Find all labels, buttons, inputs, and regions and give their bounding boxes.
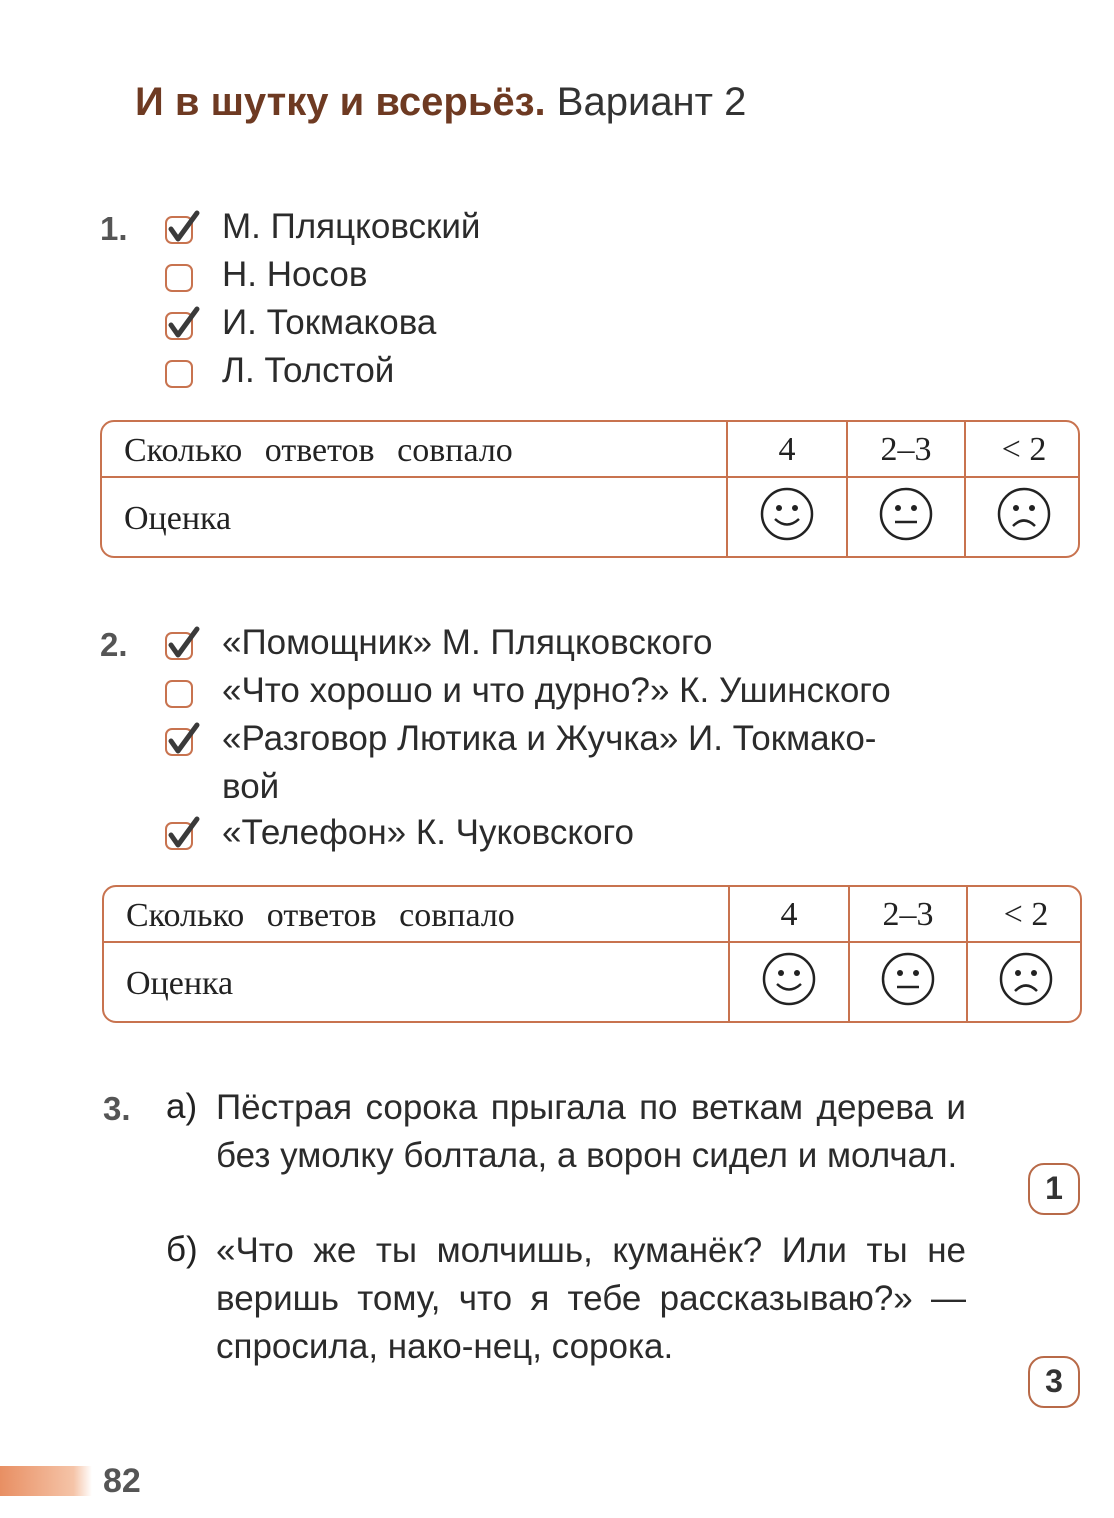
q1-option-1: М. Пляцковский bbox=[222, 207, 481, 246]
question-1-number: 1. bbox=[100, 210, 128, 247]
q1-checkbox-1[interactable] bbox=[165, 216, 193, 244]
score-table-2 bbox=[102, 885, 1082, 1023]
q3-part-a-label: а) bbox=[166, 1087, 198, 1126]
page-number: 82 bbox=[103, 1462, 141, 1500]
q2-checkbox-1[interactable] bbox=[165, 632, 193, 660]
question-3-number: 3. bbox=[103, 1090, 131, 1127]
checkmark-icon bbox=[165, 815, 201, 851]
sad-face-icon[interactable] bbox=[966, 486, 1082, 547]
q1-checkbox-3[interactable] bbox=[165, 312, 193, 340]
q2-checkbox-3[interactable] bbox=[165, 728, 193, 756]
checkmark-icon bbox=[165, 305, 201, 341]
q1-checkbox-4[interactable] bbox=[165, 360, 193, 388]
score-table-1 bbox=[100, 420, 1080, 558]
table1-matches-label: Сколько ответов совпало bbox=[124, 432, 513, 469]
neutral-face-icon[interactable] bbox=[848, 486, 964, 547]
table1-col-4: 4 bbox=[778, 431, 796, 468]
table2-matches-label: Сколько ответов совпало bbox=[126, 897, 515, 934]
q2-option-2: «Что хорошо и что дурно?» К. Ушинского bbox=[222, 671, 891, 710]
sad-face-icon[interactable] bbox=[968, 951, 1084, 1012]
table1-grade-label: Оценка bbox=[124, 500, 232, 537]
q3-part-a-text: Пёстрая сорока прыгала по веткам дерева и без умолку болтала, а ворон сидел и молчал. bbox=[216, 1088, 966, 1175]
q1-option-2: Н. Носов bbox=[222, 255, 368, 294]
q2-option-1: «Помощник» М. Пляцковского bbox=[222, 623, 713, 662]
q2-option-3-continuation: вой bbox=[222, 767, 280, 806]
q3-part-b-label: б) bbox=[166, 1230, 198, 1269]
title-bold: И в шутку и всерьёз. bbox=[135, 80, 546, 124]
table1-col-2-3: 2–3 bbox=[880, 431, 932, 468]
q2-option-4: «Телефон» К. Чуковского bbox=[222, 813, 635, 852]
table2-col-4: 4 bbox=[780, 896, 798, 933]
title-variant: Вариант 2 bbox=[556, 80, 747, 124]
q1-option-4: Л. Толстой bbox=[222, 351, 395, 390]
checkmark-icon bbox=[165, 625, 201, 661]
page-number-bar bbox=[0, 1466, 92, 1496]
question-2-number: 2. bbox=[100, 626, 128, 663]
q2-checkbox-4[interactable] bbox=[165, 822, 193, 850]
q1-checkbox-2[interactable] bbox=[165, 264, 193, 292]
q3-part-b-answer-badge: 3 bbox=[1028, 1356, 1080, 1408]
smile-icon[interactable] bbox=[731, 951, 847, 1012]
table2-col-less-2: < 2 bbox=[1003, 896, 1049, 933]
q3-part-a-answer-badge: 1 bbox=[1028, 1163, 1080, 1215]
checkmark-icon bbox=[165, 721, 201, 757]
table1-col-less-2: < 2 bbox=[1001, 431, 1047, 468]
q1-option-3: И. Токмакова bbox=[222, 303, 437, 342]
q2-checkbox-2[interactable] bbox=[165, 680, 193, 708]
page-title bbox=[135, 80, 746, 125]
table2-col-2-3: 2–3 bbox=[882, 896, 934, 933]
checkmark-icon bbox=[165, 209, 201, 245]
neutral-face-icon[interactable] bbox=[850, 951, 966, 1012]
smile-icon[interactable] bbox=[729, 486, 845, 547]
q3-part-b-text: «Что же ты молчишь, куманёк? Или ты не веришь тому, что я тебе рассказываю?» — спросила, нако-нец, сорока. bbox=[216, 1231, 966, 1366]
q2-option-3: «Разговор Лютика и Жучка» И. Токмако- bbox=[222, 719, 877, 758]
table2-grade-label: Оценка bbox=[126, 965, 234, 1002]
